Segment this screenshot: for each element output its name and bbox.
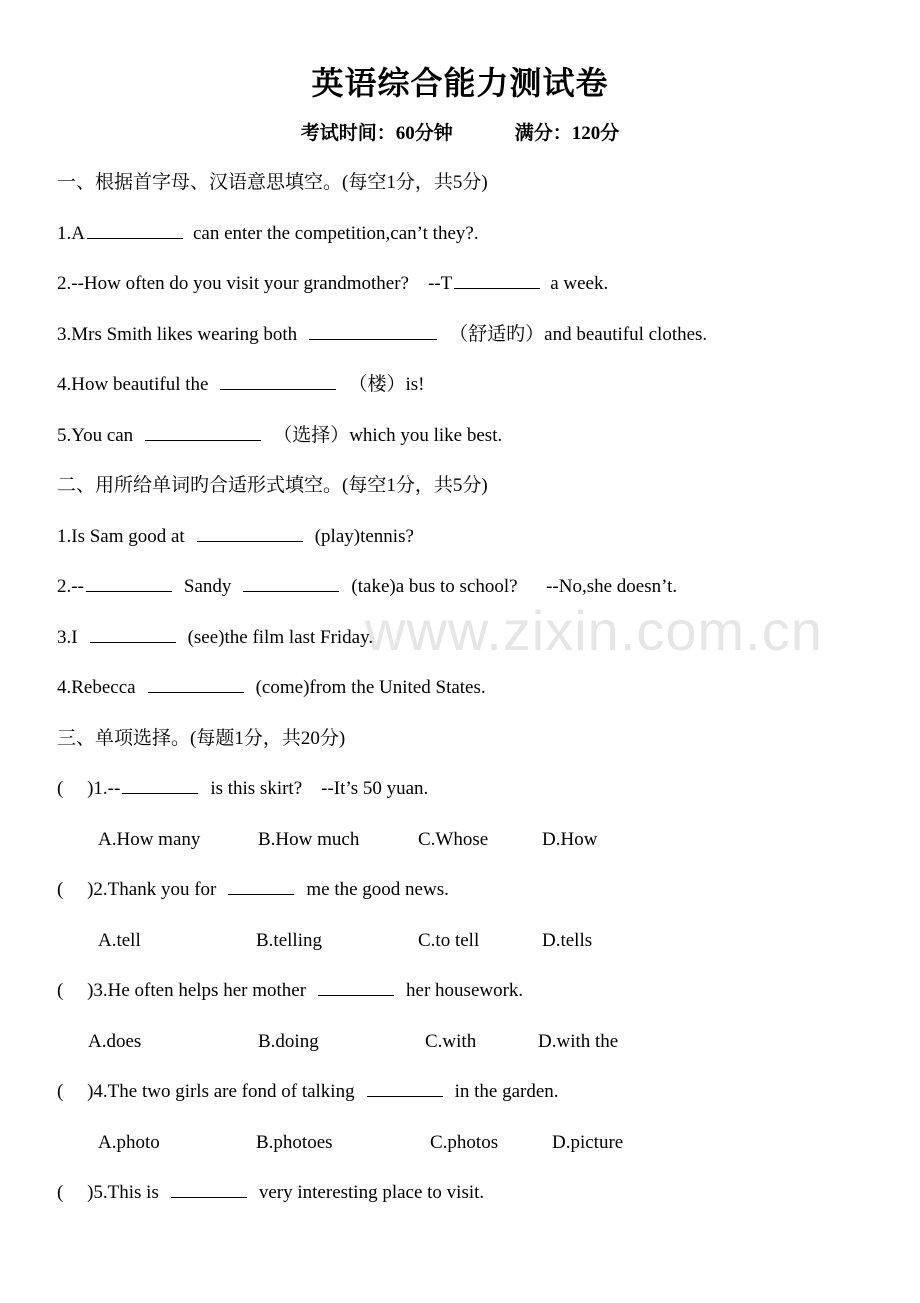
s1-question-1	[57, 222, 479, 246]
question-text: ( )1.--	[57, 778, 121, 799]
s1-question-2	[57, 272, 608, 296]
s1-question-3	[57, 323, 707, 347]
question-text: 5.You can	[57, 425, 134, 446]
exam-info	[0, 118, 920, 145]
question-text: （楼）is!	[348, 374, 425, 395]
section3-heading: 三、单项选择。(每题1分，共20分)	[57, 728, 346, 749]
question-text: ( )2.Thank you for	[57, 879, 217, 900]
exam-time: 考试时间：60分钟	[300, 123, 453, 144]
s1-question-5	[57, 424, 502, 448]
question-text: a week.	[550, 273, 609, 294]
option-a[interactable]: A.photo	[98, 1132, 160, 1153]
question-text: (play)tennis?	[314, 526, 414, 547]
section1-heading: 一、根据首字母、汉语意思填空。(每空1分，共5分)	[57, 172, 488, 193]
answer-blank[interactable]	[367, 1080, 443, 1097]
option-c[interactable]: C.with	[425, 1031, 477, 1052]
answer-blank[interactable]	[197, 525, 303, 542]
question-text: 2.--	[57, 576, 84, 597]
question-text: （选择）which you like best.	[273, 425, 503, 446]
answer-blank[interactable]	[454, 272, 540, 289]
answer-blank[interactable]	[318, 979, 394, 996]
question-text: 4.Rebecca	[57, 677, 136, 698]
option-c[interactable]: C.Whose	[418, 829, 489, 850]
question-text: ( )3.He often helps her mother	[57, 980, 307, 1001]
answer-blank[interactable]	[122, 777, 198, 794]
question-text: 1.Is Sam good at	[57, 526, 185, 547]
option-b[interactable]: B.How much	[258, 829, 360, 850]
page-title: 英语综合能力测试卷	[311, 65, 609, 101]
question-text: 3.Mrs Smith likes wearing both	[57, 324, 298, 345]
s2-question-1	[57, 525, 414, 549]
question-text: her housework.	[406, 980, 524, 1001]
question-text: 1.A	[57, 223, 85, 244]
option-d[interactable]: D.How	[542, 829, 598, 850]
option-c[interactable]: C.to tell	[418, 930, 480, 951]
s2-question-3	[57, 626, 373, 650]
option-a[interactable]: A.How many	[98, 829, 201, 850]
answer-blank[interactable]	[309, 323, 437, 340]
question-text: 4.How beautiful the	[57, 374, 209, 395]
answer-blank[interactable]	[145, 424, 261, 441]
watermark: www.zixin.com.cn	[365, 599, 823, 662]
question-text: me the good news.	[306, 879, 449, 900]
s3-question-4	[57, 1080, 559, 1104]
question-text: （舒适旳）and beautiful clothes.	[449, 324, 708, 345]
question-text: (come)from the United States.	[255, 677, 486, 698]
answer-blank[interactable]	[243, 575, 339, 592]
question-text: ( )4.The two girls are fond of talking	[57, 1081, 355, 1102]
question-text: ( )5.This is	[57, 1182, 159, 1203]
option-c[interactable]: C.photos	[430, 1132, 499, 1153]
question-text: in the garden.	[454, 1081, 559, 1102]
question-text: 2.--How often do you visit your grandmother? --T	[57, 273, 453, 294]
answer-blank[interactable]	[86, 575, 172, 592]
s1-question-4	[57, 373, 424, 397]
option-d[interactable]: D.picture	[552, 1132, 624, 1153]
answer-blank[interactable]	[171, 1181, 247, 1198]
answer-blank[interactable]	[220, 373, 336, 390]
s2-question-2	[57, 575, 677, 599]
answer-blank[interactable]	[228, 878, 294, 895]
exam-full-score: 满分：120分	[514, 123, 620, 144]
question-text: 3.I	[57, 627, 78, 648]
option-b[interactable]: B.doing	[258, 1031, 319, 1052]
question-text: very interesting place to visit.	[258, 1182, 485, 1203]
s2-question-4	[57, 676, 486, 700]
option-b[interactable]: B.telling	[256, 930, 322, 951]
question-text: can enter the competition,can’t they?.	[192, 223, 479, 244]
question-text: (see)the film last Friday.	[187, 627, 374, 648]
s3-question-5	[57, 1181, 484, 1205]
question-text: (take)a bus to school? --No,she doesn’t.	[351, 576, 678, 597]
option-d[interactable]: D.tells	[542, 930, 593, 951]
option-a[interactable]: A.does	[88, 1031, 142, 1052]
answer-blank[interactable]	[90, 626, 176, 643]
section2-heading: 二、用所给单词旳合适形式填空。(每空1分，共5分)	[57, 475, 488, 496]
option-d[interactable]: D.with the	[538, 1031, 619, 1052]
question-text: Sandy	[183, 576, 232, 597]
option-a[interactable]: A.tell	[98, 930, 141, 951]
answer-blank[interactable]	[148, 676, 244, 693]
s3-question-2	[57, 878, 449, 902]
question-text: is this skirt? --It’s 50 yuan.	[210, 778, 429, 799]
answer-blank[interactable]	[87, 222, 183, 239]
s3-question-1	[57, 777, 428, 801]
option-b[interactable]: B.photoes	[256, 1132, 333, 1153]
s3-question-3	[57, 979, 523, 1003]
